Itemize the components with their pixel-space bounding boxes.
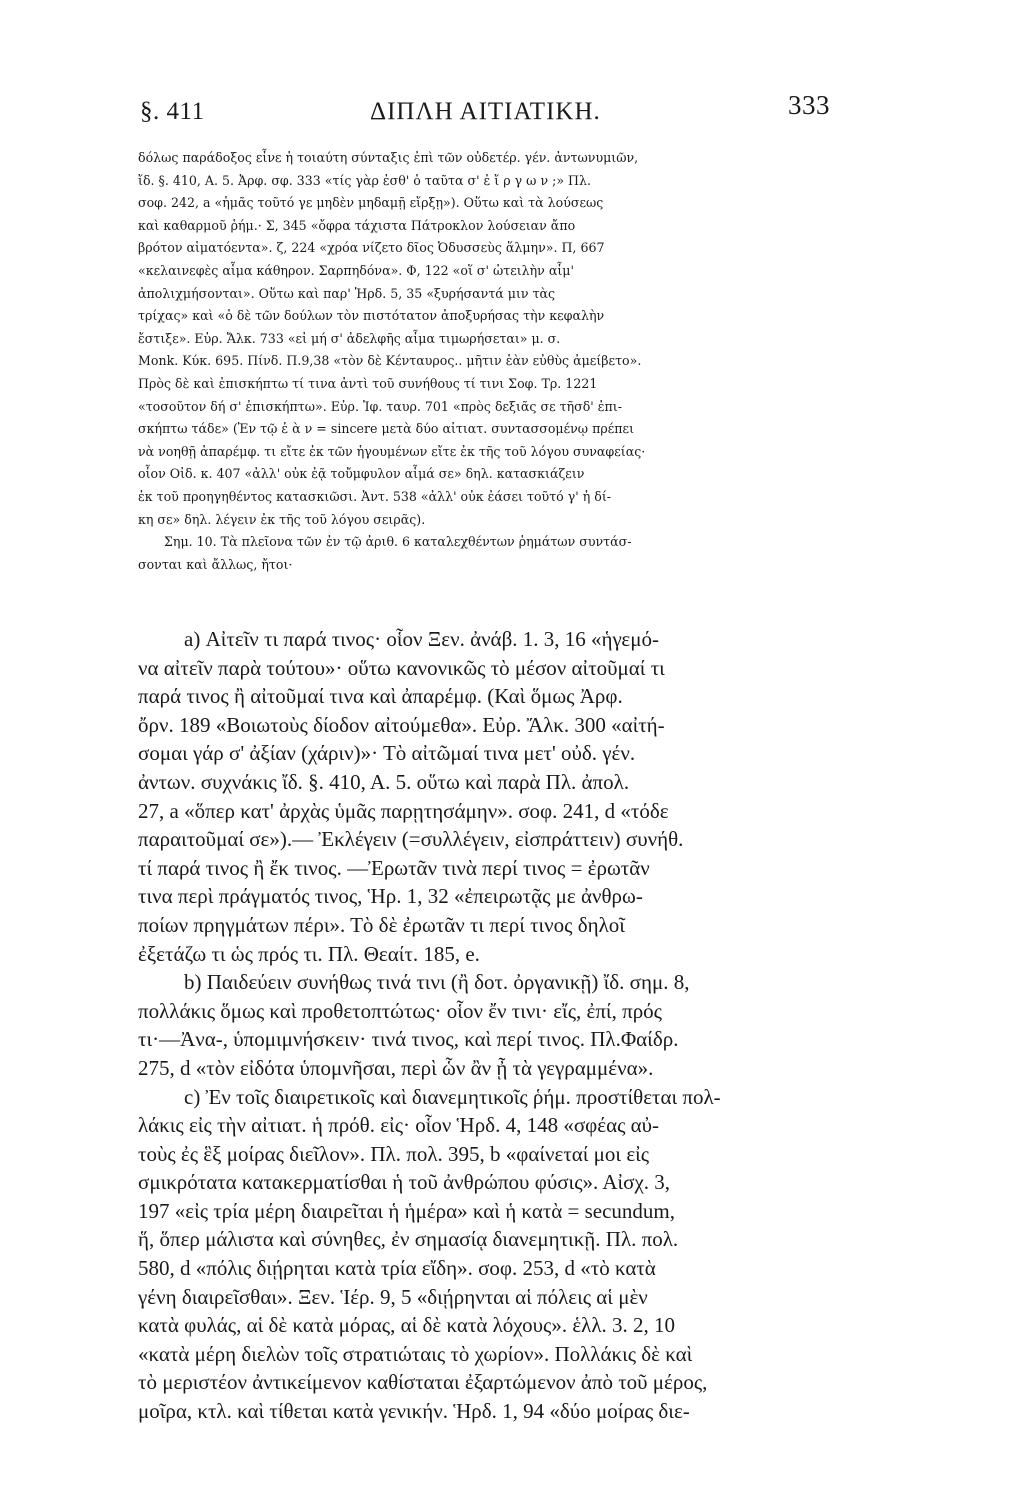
text-line: 197 «εἰς τρία μέρη διαιρεῖται ἡ ἡμέρα» καὶ ἡ κατὰ = secundum, xyxy=(138,1198,676,1223)
text-line: σμικρότατα κατακερματίσθαι ἡ τοῦ ἀνθρώπου φύσις». Αἰσχ. 3, xyxy=(138,1170,671,1195)
text-line: δόλως παράδοξος εἶνε ἡ τοιαύτη σύνταξις ἐπὶ τῶν οὐδετέρ. γέν. ἀντωνυμιῶν, xyxy=(138,150,639,165)
text-line: σομαι γάρ σ' ἀξίαν (χάριν)»· Τὸ αἰτῶμαί τινα μετ' οὐδ. γέν. xyxy=(138,741,636,766)
text-line: ἔστιξε». Εὐρ. Ἄλκ. 733 «εἰ μή σ' ἀδελφῆς αἷμα τιμωρήσεται» μ. σ. xyxy=(138,330,561,346)
running-title: ΔΙΠΛΗ ΑΙΤΙΑΤΙΚΗ. xyxy=(370,98,601,125)
text-line: κη σε» δηλ. λέγειν ἐκ τῆς τοῦ λόγου σειρᾶς). xyxy=(138,511,426,527)
text-line: λάκις εἰς τὴν αἰτιατ. ἡ πρόθ. εἰς· οἷον Ἡρδ. 4, 148 «σφέας αὐ- xyxy=(138,1113,660,1138)
text-line: ἐκ τοῦ προηγηθέντος κατασκιῶσι. Ἀντ. 538 «ἀλλ' οὐκ ἐάσει τοῦτό γ' ἡ δί- xyxy=(138,488,612,504)
text-line: ποίων πρηγμάτων πέρι». Τὸ δὲ ἐρωτᾶν τι περί τινος δηλοῖ xyxy=(138,912,625,937)
text-line: 275, d «τὸν εἰδότα ὑπομνῆσαι, περὶ ὧν ἂν ᾖ τὰ γεγραμμένα». xyxy=(138,1055,654,1080)
text-line: τί παρά τινος ἢ ἔκ τινος. —Ἐρωτᾶν τινὰ περί τινος = ἐρωτᾶν xyxy=(138,855,650,880)
text-line: μοῖρα, κτλ. καὶ τίθεται κατὰ γενικήν. Ἡρδ. 1, 94 «δύο μοίρας διε- xyxy=(138,1399,690,1424)
text-line: παρά τινος ἢ αἰτοῦμαί τινα καὶ ἀπαρέμφ. (Καὶ ὅμως Ἀρφ. xyxy=(138,684,623,709)
text-line: ὄρν. 189 «Βοιωτοὺς δίοδον αἰτούμεθα». Εὐρ. Ἄλκ. 300 «αἰτή- xyxy=(138,712,665,737)
text-line: τινα περὶ πράγματός τινος, Ἡρ. 1, 32 «ἐπειρωτᾷς με ἀνθρω- xyxy=(138,884,643,909)
text-line: τι·—Ἀνα-, ὑπομιμνήσκειν· τινά τινος, καὶ περί τινος. Πλ.Φαίδρ. xyxy=(138,1027,679,1052)
text-line: πολλάκις ὅμως καὶ προθετοπτώτως· οἷον ἔν τινι· εἴς, ἐπί, πρός xyxy=(138,998,662,1023)
text-line: 27, a «ὅπερ κατ' ἀρχὰς ὑμᾶς παρῃτησάμην». σοφ. 241, d «τόδε xyxy=(138,798,669,823)
text-line: βρότον αἱματόεντα». ζ, 224 «χρόα νίζετο δῖος Ὀδυσσεὺς ἅλμην». Π, 667 xyxy=(138,240,605,256)
text-line: «κατὰ μέρη διελὼν τοῖς στρατιώταις τὸ χωρίον». Πολλάκις δὲ καὶ xyxy=(138,1341,693,1366)
text-line: κατὰ φυλάς, αἱ δὲ κατὰ μόρας, αἱ δὲ κατὰ λόχους». ἑλλ. 3. 2, 10 xyxy=(138,1313,676,1338)
text-line: γένη διαιρεῖσθαι». Ξεν. Ἱέρ. 9, 5 «διῄρηνται αἱ πόλεις αἱ μὲν xyxy=(138,1284,648,1309)
section-number: §. 411 xyxy=(140,98,205,125)
text-line: σοφ. 242, a «ἡμᾶς τοῦτό γε μηδὲν μηδαμῇ εἴρξῃ»). Οὕτω καὶ τὰ λούσεως xyxy=(138,195,604,211)
text-line: «τοσοῦτον δή σ' ἐπισκήπτω». Εὐρ. Ἰφ. ταυρ. 701 «πρὸς δεξιᾶς σε τῆσδ' ἐπι- xyxy=(138,398,622,414)
page-header xyxy=(140,90,830,138)
text-line: τοὺς ἐς ἓξ μοίρας διεῖλον». Πλ. πολ. 395, b «φαίνεταί μοι εἰς xyxy=(138,1141,650,1166)
text-line: Πρὸς δὲ καὶ ἐπισκήπτω τί τινα ἀντὶ τοῦ συνήθους τί τινι Σοφ. Τρ. 1221 xyxy=(138,375,598,391)
text-line: ἐξετάζω τι ὡς πρός τι. Πλ. Θεαίτ. 185, e. xyxy=(138,941,480,966)
text-line: 580, d «πόλις διῄρηται κατὰ τρία εἴδη». σοφ. 253, d «τὸ κατὰ xyxy=(138,1256,656,1281)
text-line: ἥ, ὅπερ μάλιστα καὶ σύνηθες, ἐν σημασίᾳ διανεμητικῇ. Πλ. πολ. xyxy=(138,1227,679,1252)
paragraph-a-start: a) Αἰτεῖν τι παρά τινος· οἷον Ξεν. ἀνάβ. 1. 3, 16 «ἡγεμό- xyxy=(184,627,659,651)
text-line: «κελαινεφὲς αἷμα κάθηρον. Σαρπηδόνα». Φ, 122 «οἵ σ' ὠτειλὴν αἷμ' xyxy=(138,262,574,278)
text-line: ἀντων. συχνάκις ἴδ. §. 410, Α. 5. οὕτω καὶ παρὰ Πλ. ἀπολ. xyxy=(138,769,630,794)
text-line: οἷον Οἰδ. κ. 407 «ἀλλ' οὐκ ἐᾷ τοὔμφυλον αἷμά σε» δηλ. κατασκιάζειν xyxy=(138,466,585,482)
main-text-block xyxy=(138,625,832,1426)
text-line: ἀπολιχμήσονται». Οὕτω καὶ παρ' Ἡρδ. 5, 35 «ξυρήσαντά μιν τὰς xyxy=(138,285,556,301)
paragraph-b-start: b) Παιδεύειν συνήθως τινά τινι (ἢ δοτ. ὀργανικῇ) ἴδ. σημ. 8, xyxy=(184,970,690,995)
text-line: σονται καὶ ἄλλως, ἤτοι· xyxy=(138,556,293,572)
note-heading-line: Σημ. 10. Τὰ πλεῖονα τῶν ἐν τῷ ἀριθ. 6 καταλεχθέντων ῥημάτων συντάσ- xyxy=(164,534,632,550)
paragraph-c-start: c) Ἐν τοῖς διαιρετικοῖς καὶ διανεμητικοῖς ῥήμ. προστίθεται πολ- xyxy=(184,1084,721,1109)
text-line: τρίχας» καὶ «ὁ δὲ τῶν δούλων τὸν πιστότατον ἀποξυρήσας τὴν κεφαλὴν xyxy=(138,308,605,324)
text-line: να αἰτεῖν παρὰ τούτου»· οὕτω κανονικῶς τὸ μέσον αἰτοῦμαί τι xyxy=(138,655,665,680)
text-line: καὶ καθαρμοῦ ῥήμ.· Σ, 345 «ὄφρα τάχιστα Πάτροκλον λούσειαν ἄπο xyxy=(138,217,576,233)
page-number: 333 xyxy=(788,90,830,120)
text-line: τὸ μεριστέον ἀντικείμενον καθίσταται ἐξαρτώμενον ἀπὸ τοῦ μέρος, xyxy=(138,1370,708,1395)
text-line: ἴδ. §. 410, Α. 5. Ἀρφ. σφ. 333 «τίς γὰρ ἐσθ' ὁ ταῦτα σ' ἐ ἴ ρ γ ω ν ;» Πλ. xyxy=(138,172,592,188)
text-line: νὰ νοηθῇ ἀπαρέμφ. τι εἴτε ἐκ τῶν ἡγουμένων εἴτε ἐκ τῆς τοῦ λόγου συναφείας· xyxy=(138,443,646,459)
text-line: Monk. Κύκ. 695. Πίνδ. Π.9,38 «τὸν δὲ Κένταυρος.. μῆτιν ἑὰν εὐθὺς ἀμείβετο». xyxy=(138,353,642,369)
text-line: παραιτοῦμαί σε»).— Ἐκλέγειν (=συλλέγειν, εἰσπράττειν) συνήθ. xyxy=(138,827,684,852)
small-print-block xyxy=(138,147,828,576)
text-line: σκήπτω τάδε» (Ἐν τῷ ἐ ὰ ν = sincere μετὰ δύο αἰτιατ. συντασσομένῳ πρέπει xyxy=(138,421,635,437)
